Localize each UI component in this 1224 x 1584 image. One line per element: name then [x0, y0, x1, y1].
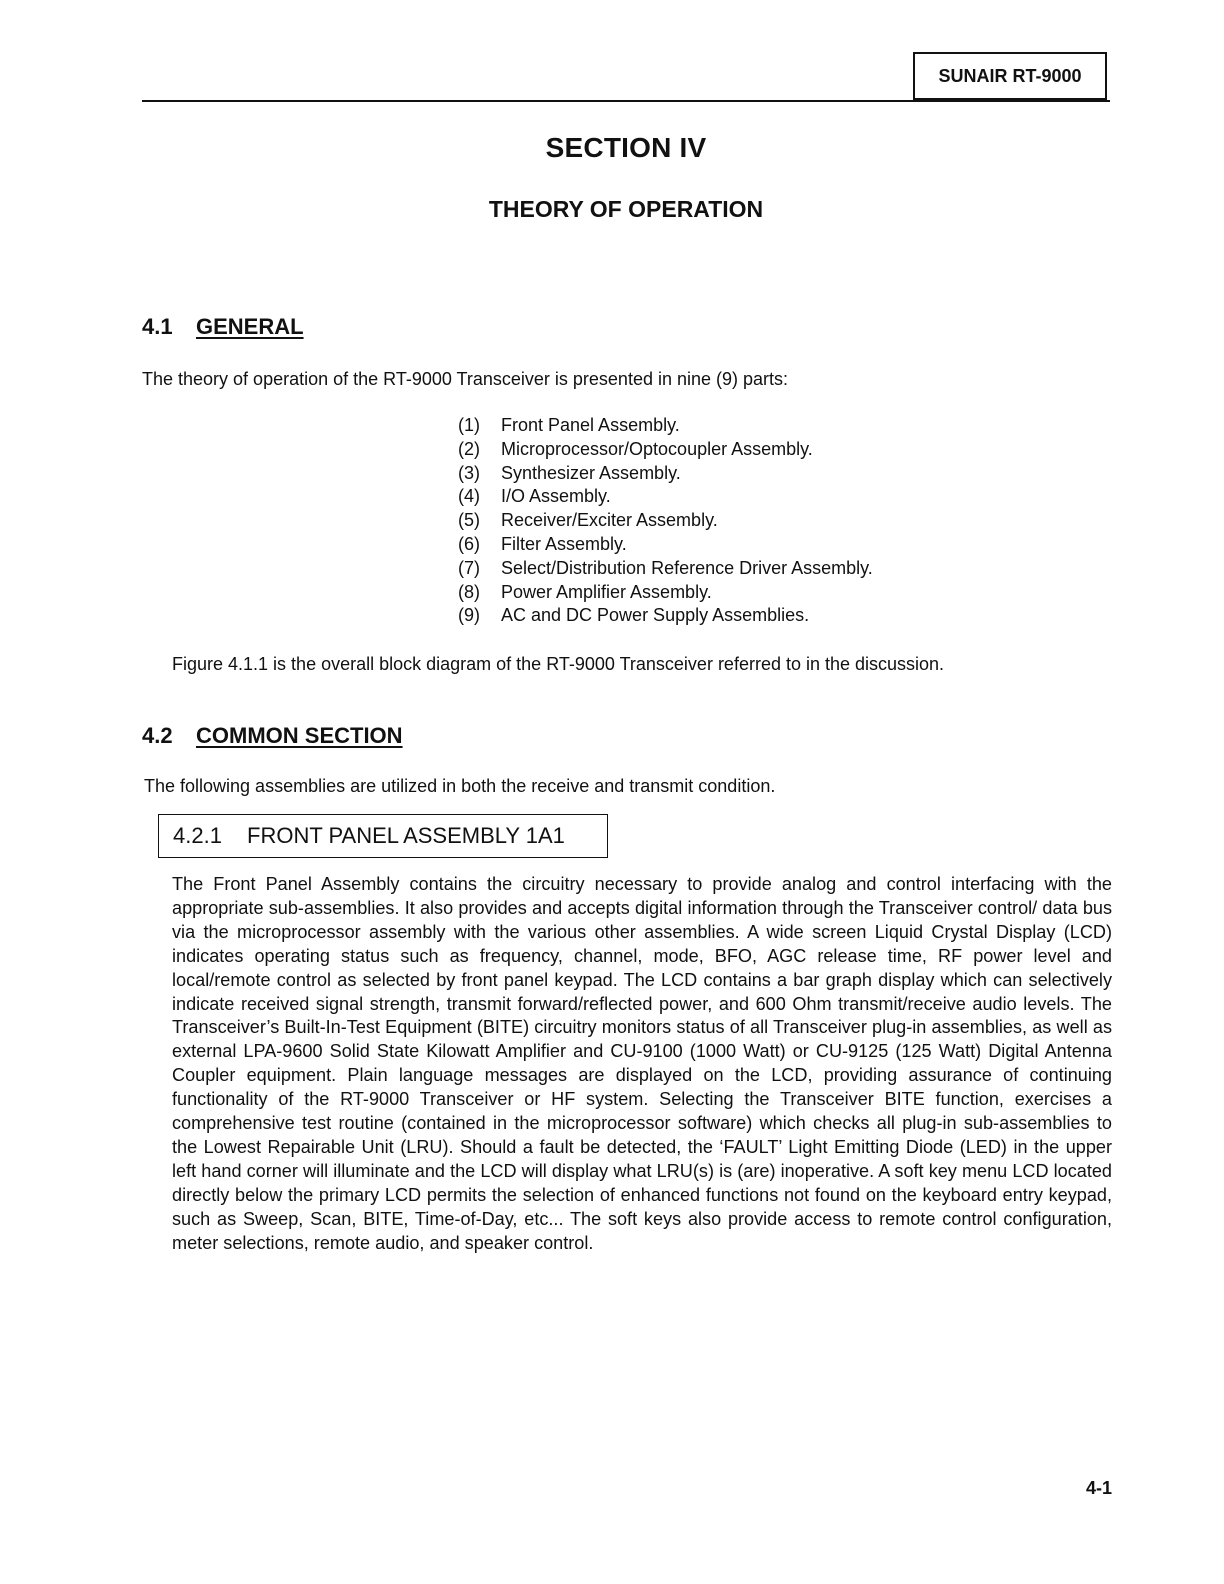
page-number: 4-1 — [1085, 1478, 1112, 1498]
list-item — [458, 557, 873, 581]
model-label-text: SUNAIR RT-9000 — [938, 65, 1082, 86]
list-item-number: (4) — [458, 486, 480, 507]
list-item — [458, 533, 873, 557]
parts-list — [458, 414, 873, 628]
list-item-number: (7) — [458, 557, 480, 578]
list-item-number: (6) — [458, 533, 480, 554]
heading-common-section — [142, 723, 403, 749]
list-item-text: Filter Assembly. — [501, 533, 627, 554]
heading-general — [142, 314, 304, 340]
figure-note: Figure 4.1.1 is the overall block diagram of the RT-9000 Transceiver referred to in the discussion. — [172, 654, 945, 674]
heading-general-title: GENERAL — [196, 314, 304, 339]
list-item — [458, 581, 873, 605]
subsection-number: 4.2.1 — [173, 823, 222, 848]
header-model-label — [913, 52, 1107, 100]
list-item-number: (1) — [458, 415, 480, 435]
general-intro: The theory of operation of the RT-9000 Transceiver is presented in nine (9) parts: — [142, 369, 789, 389]
list-item-number: (3) — [458, 462, 480, 483]
heading-common-title: COMMON SECTION — [196, 723, 403, 748]
list-item-number: (2) — [458, 438, 480, 459]
list-item — [458, 509, 873, 533]
section-title: SECTION IV — [545, 132, 707, 163]
subsection-title: FRONT PANEL ASSEMBLY 1A1 — [247, 823, 565, 848]
list-item-text: AC and DC Power Supply Assemblies. — [501, 605, 810, 626]
list-item-text: Synthesizer Assembly. — [501, 462, 681, 483]
list-item-text: I/O Assembly. — [501, 486, 611, 507]
front-panel-body: The Front Panel Assembly contains the circuitry necessary to provide analog and control interfacing with the appropriate sub-assemblies. It also provides and accepts digital information through the Transceiver control/ data bus via the microprocessor assembly with the various other assemblies. A wide screen Liquid Crystal Display (LCD) indicates operating status such as frequency, channel, mode, BFO, AGC release time, RF power level and local/remote control as selected by front panel keypad. The LCD contains a bar graph display which can selectively indicate received signal strength, transmit forward/reflected power, and 600 Ohm transmit/receive audio levels. The Transceiver’s Built-In-Test Equipment (BITE) circuitry monitors status of all Transceiver plug-in assemblies, as well as external LPA-9600 Solid State Kilowatt Amplifier and CU-9100 (1000 Watt) or CU-9125 (125 Watt) Digital Antenna Coupler equipment. Plain language messages are displayed on the LCD, providing assurance of continuing functionality of the RT-9000 Transceiver or HF system. Selecting the Transceiver BITE function, exercises a comprehensive test routine (contained in the microprocessor software) which checks all plug-in sub-assemblies to the Lowest Repairable Unit (LRU). Should a fault be detected, the ‘FAULT’ Light Emitting Diode (LED) in the upper left hand corner will illuminate and the LCD will display what LRU(s) is (are) inoperative. A soft key menu LCD located directly below the primary LCD permits the selection of enhanced functions not found on the keyboard entry keypad, such as Sweep, Scan, BITE, Time-of-Day, etc... The soft keys also provide access to remote control configuration, meter selections, remote audio, and speaker control. — [172, 874, 1112, 1253]
heading-general-number: 4.1 — [142, 314, 173, 339]
list-item-text: Front Panel Assembly. — [501, 415, 680, 435]
list-item-number: (9) — [458, 605, 480, 626]
list-item-text: Power Amplifier Assembly. — [501, 581, 712, 602]
list-item — [458, 604, 873, 628]
list-item-text: Microprocessor/Optocoupler Assembly. — [501, 438, 813, 459]
section-subtitle: THEORY OF OPERATION — [488, 196, 764, 222]
list-item-number: (5) — [458, 510, 480, 531]
list-item — [458, 438, 873, 462]
header-rule — [142, 100, 1110, 102]
subsection-heading-front-panel — [158, 814, 608, 858]
list-item-number: (8) — [458, 581, 480, 602]
list-item-text: Receiver/Exciter Assembly. — [501, 510, 718, 531]
list-item — [458, 414, 873, 438]
common-intro: The following assemblies are utilized in both the receive and transmit condition. — [144, 776, 776, 796]
list-item — [458, 462, 873, 486]
list-item-text: Select/Distribution Reference Driver Assembly. — [501, 557, 873, 578]
heading-common-number: 4.2 — [142, 723, 173, 748]
list-item — [458, 485, 873, 509]
